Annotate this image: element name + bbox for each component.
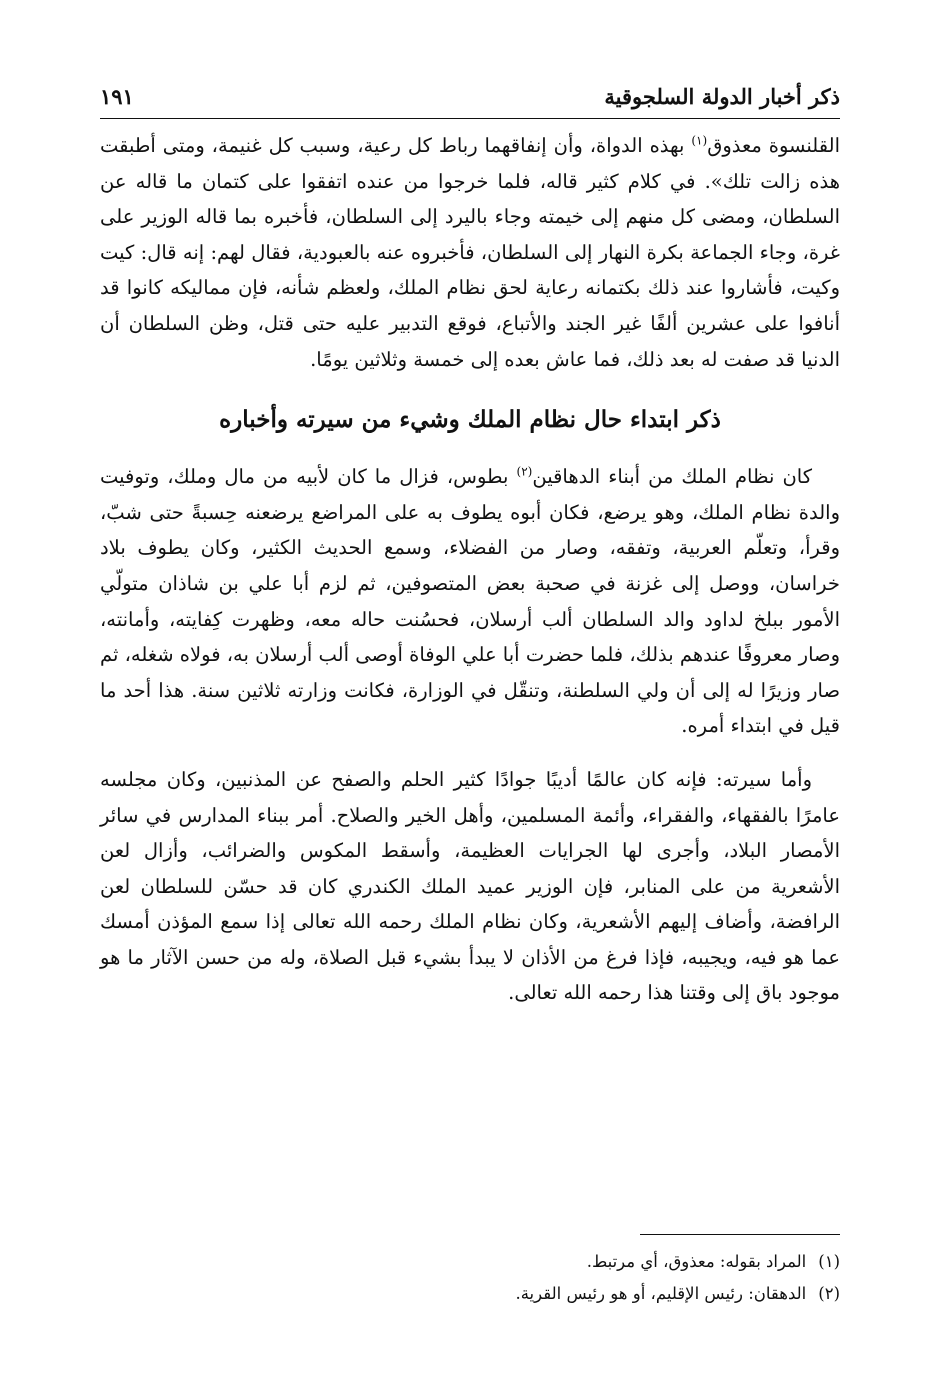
footnote-ref-1: (١): [691, 133, 708, 148]
footnotes: [100, 1246, 840, 1310]
footnote-item: [100, 1278, 840, 1310]
paragraph-1: القلنسوة معذوق$^{(١)}$ بهذه الدواة، وأن إنفاقهما رباط كل رعية، وسبب كل غنيمة، ومتى أطبقت هذه زالت تلك». في كلام كثير قاله، فلما خرجوا من عنده اتفقوا على كتمان ما قاله عن السلطان، ومضى كل منهم إلى خيمته وجاء باليرد إلى السلطان، فأخبره بما قاله الوزير على غرة، وجاء الجماعة بكرة النهار إلى السلطان، فأخبروه عنه بالعبودية، فقال لهم: إنه قال: كيت وكيت، فأشاروا عند ذلك بكتمانه رعاية لحق نظام الملك، ولعظم شأنه، فإن مماليكه كانوا قد أنافوا على عشرين ألفًا غير الجند والأتباع، فوقع التدبير عليه حتى قتل، وظن السلطان أن الدنيا قد صفت له بعد ذلك، فما عاش بعده إلى خمسة وثلاثين يومًا.: [100, 133, 840, 371]
running-header: [100, 78, 840, 119]
footnote-number: (١): [818, 1252, 840, 1271]
footnote-number: (٢): [818, 1284, 840, 1303]
section-heading: ذكر ابتداء حال نظام الملك وشيء من سيرته وأخباره: [219, 406, 721, 434]
footnote-text: المراد بقوله: معذوق، أي مرتبط.: [586, 1252, 807, 1271]
body-text: [100, 128, 840, 1011]
footnote-ref-2: (٢): [516, 464, 533, 479]
footnote-divider: [640, 1234, 840, 1235]
footnote-text: الدهقان: رئيس الإقليم، أو هو رئيس القرية.: [515, 1284, 807, 1303]
footnote-item: [100, 1246, 840, 1278]
running-title: ذكر أخبار الدولة السلجوقية: [604, 84, 840, 109]
paragraph-3: وأما سيرته: فإنه كان عالمًا أديبًا جوادًا كثير الحلم والصفح عن المذنبين، وكان مجلسه عامرًا بالفقهاء، والفقراء، وأئمة المسلمين، وأهل الخير والصلاح. أمر ببناء المدارس في سائر الأمصار البلاد، وأجرى لها الجرايات العظيمة، وأسقط المكوس والضرائب، وأزال لعن الأشعرية من على المنابر، فإن الوزير عميد الملك الكندري كان قد حسّن للسلطان لعن الرافضة، وأضاف إليهم الأشعرية، وكان نظام الملك رحمه الله تعالى إذا سمع المؤذن أمسك عما هو فيه، ويجيبه، فإذا فرغ من الأذان لا يبدأ بشيء قبل الصلاة، وله من حسن الآثار ما هو موجود باق إلى وقتنا هذا رحمه الله تعالى.: [100, 767, 840, 1005]
paragraph-2: كان نظام الملك من أبناء الدهاقين$^{(٢)}$ بطوس، فزال ما كان لأبيه من مال وملك، وتوفيت والدة نظام الملك، وهو يرضع، فكان أبوه يطوف به على المراضع يرضعنه حِسبةً حتى شبّ، وقرأ، وتعلّم العربية، وتفقه، وصار من الفضلاء، وسمع الحديث الكثير، وكان يطوف بلاد خراسان، ووصل إلى غزنة في صحبة بعض المتصوفين، ثم لزم أبا علي بن شاذان متولّي الأمور ببلخ لداود والد السلطان ألب أرسلان، فحسُنت حاله معه، وظهرت كِفايته، وأمانته، وصار معروفًا عندهم بذلك، فلما حضرت أبا علي الوفاة أوصى ألب أرسلان به، فولاه شغله، ثم صار وزيرًا له إلى أن ولي السلطنة، وتنقّل في الوزارة، فكانت وزارته ثلاثين سنة. هذا أحد ما قيل في ابتداء أمره.: [100, 464, 840, 738]
page-number: ١٩١: [100, 84, 134, 109]
